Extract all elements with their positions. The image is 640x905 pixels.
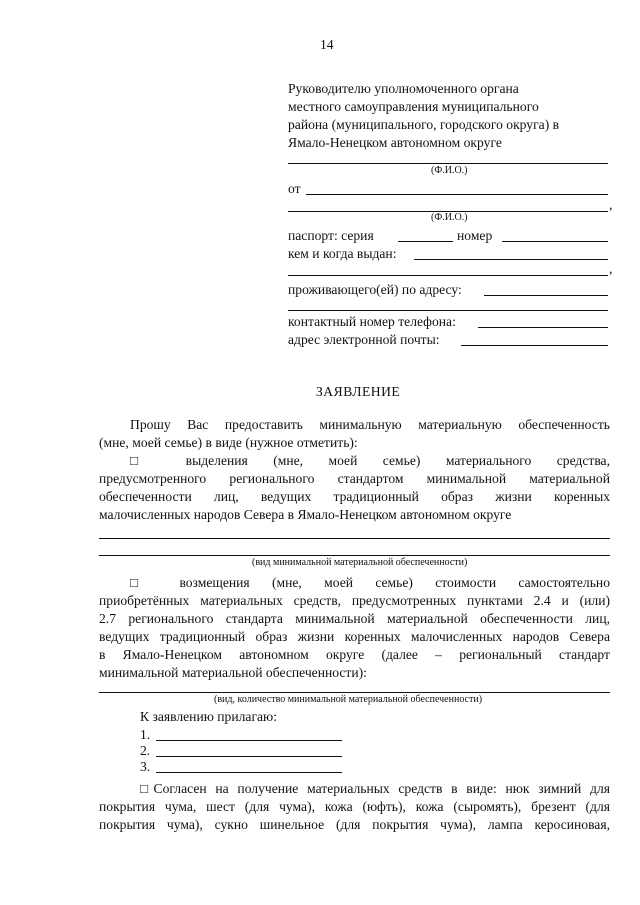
option-2-caption: (вид, количество минимальной материальной обеспеченности): [214, 694, 483, 705]
option-1-field-2[interactable]: [99, 555, 610, 556]
attach-item-3-field[interactable]: [156, 772, 342, 773]
from-fio-line[interactable]: [306, 194, 608, 195]
issued-field[interactable]: [414, 259, 608, 260]
comma-2: ,: [609, 261, 613, 276]
option-1-line-4: малочисленных народов Севера в Ямало-Ненецком автономном округе: [99, 507, 512, 522]
option-2-line-1[interactable]: □ возмещения (мне, моей семье) стоимости самостоятельно: [130, 575, 610, 590]
option-2-line-4: ведущих традиционный образ жизни коренных малочисленных народов Севера: [99, 629, 610, 644]
attach-label: К заявлению прилагаю:: [140, 709, 277, 724]
option-1-line-2: предусмотренного регионального стандартом минимальной материальной: [99, 471, 610, 486]
option-1-field[interactable]: [99, 538, 610, 539]
p1-line-2: (мне, моей семье) в виде (нужное отметить):: [99, 435, 358, 450]
document-title: ЗАЯВЛЕНИЕ: [316, 384, 401, 399]
issued-field-2[interactable]: [288, 275, 608, 276]
issued-label: кем и когда выдан:: [288, 246, 397, 261]
addressee-line-2: местного самоуправления муниципального: [288, 99, 539, 114]
phone-label: контактный номер телефона:: [288, 314, 456, 329]
passport-series-label: паспорт: серия: [288, 228, 374, 243]
consent-line-1[interactable]: □Согласен на получение материальных средств в виде: нюк зимний для: [140, 781, 610, 796]
consent-line-2: покрытия чума, шест (для чума), кожа (юфть), кожа (сыромять), брезент (для: [99, 799, 610, 814]
from-label: от: [288, 181, 301, 196]
consent-line-3: покрытия чума), сукно шинельное (для покрытия чума), лампа керосиновая,: [99, 817, 610, 832]
option-1-caption: (вид минимальной материальной обеспеченности): [252, 557, 468, 568]
address-field-2[interactable]: [288, 310, 608, 311]
option-2-line-3: 2.7 регионального стандарта минимальной материальной обеспеченности лиц,: [99, 611, 610, 626]
attach-item-1-field[interactable]: [156, 740, 342, 741]
applicant-fio-caption: (Ф.И.О.): [431, 212, 468, 223]
addressee-fio-caption: (Ф.И.О.): [431, 165, 468, 176]
email-label: адрес электронной почты:: [288, 332, 440, 347]
attach-item-2-number: 2.: [140, 743, 151, 758]
comma-1: ,: [609, 197, 613, 212]
option-2-line-2: приобретённых материальных средств, предусмотренных пунктами 2.4 и (или): [99, 593, 610, 608]
addressee-line-1: Руководителю уполномоченного органа: [288, 81, 519, 96]
address-label: проживающего(ей) по адресу:: [288, 282, 462, 297]
option-2-field[interactable]: [99, 692, 610, 693]
email-field[interactable]: [461, 345, 608, 346]
passport-number-label: номер: [457, 228, 493, 243]
address-field[interactable]: [484, 295, 608, 296]
option-1-line-3: обеспеченности лиц, ведущих традиционный образ жизни коренных: [99, 489, 610, 504]
attach-item-3-number: 3.: [140, 759, 151, 774]
page-number: 14: [320, 37, 334, 52]
option-2-line-6: минимальной материальной обеспеченности):: [99, 665, 367, 680]
addressee-fio-line[interactable]: [288, 163, 608, 164]
passport-series-field[interactable]: [398, 241, 453, 242]
phone-field[interactable]: [478, 327, 608, 328]
option-2-line-5: в Ямало-Ненецком автономном округе (далее – региональный стандарт: [99, 647, 610, 662]
addressee-line-3: района (муниципального, городского округа) в: [288, 117, 560, 132]
attach-item-1-number: 1.: [140, 727, 151, 742]
p1-line-1: Прошу Вас предоставить минимальную материальную обеспеченность: [130, 417, 610, 432]
option-1-line-1[interactable]: □ выделения (мне, моей семье) материального средства,: [130, 453, 610, 468]
addressee-line-4: Ямало-Ненецком автономном округе: [288, 135, 502, 150]
attach-item-2-field[interactable]: [156, 756, 342, 757]
passport-number-field[interactable]: [502, 241, 608, 242]
